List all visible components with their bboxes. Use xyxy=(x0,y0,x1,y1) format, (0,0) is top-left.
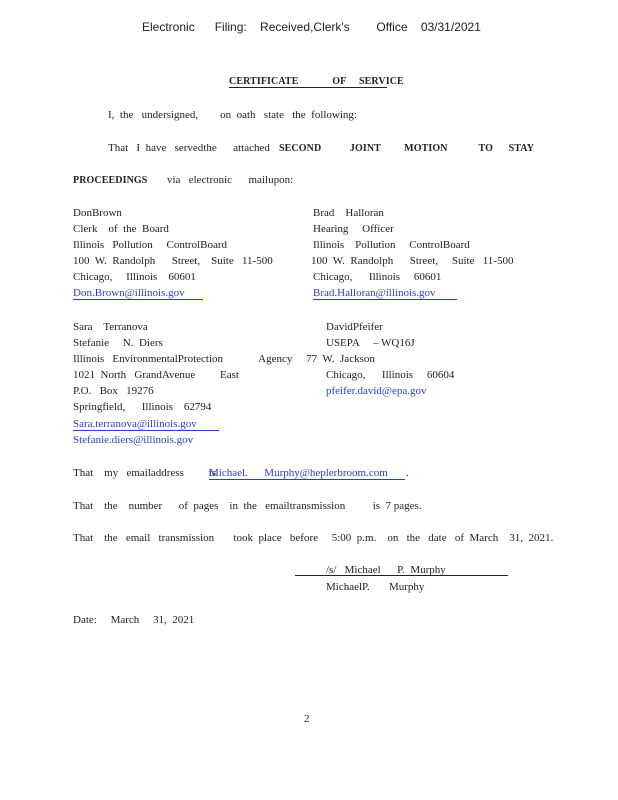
filing-stamp: Electronic Filing: Received,Clerk's Office 03/31/2021 xyxy=(142,20,481,34)
signer-name: MichaelP. Murphy xyxy=(326,581,425,593)
pages-statement: That the number of pages in the emailtransmission is 7 pages. xyxy=(73,500,422,512)
recipient-email-link[interactable]: Brad.Halloran@illinois.gov xyxy=(313,287,436,299)
email-statement-suffix: . xyxy=(406,467,409,479)
recipient-org: Illinois Pollution ControlBoard xyxy=(73,239,228,251)
email-statement-prefix: That my emailaddress is xyxy=(73,467,216,479)
email-underline xyxy=(73,430,219,431)
recipient-org: Illinois EnvironmentalProtection Agency 77 W. Jackson xyxy=(73,353,375,365)
certificate-title: CERTIFICATE OF SERVICE xyxy=(229,76,404,87)
motion-text-1: That I have servedthe attached xyxy=(108,142,270,154)
recipient-title: Clerk of the Board xyxy=(73,223,169,235)
recipient-city: Chicago, Illinois 60601 xyxy=(313,271,442,283)
email-underline xyxy=(209,479,405,480)
recipient-name: DonBrown xyxy=(73,207,122,219)
time-statement: That the email transmission took place before 5:00 p.m. on the date of March 31, 2021. xyxy=(73,532,554,544)
recipient-address: 1021 North GrandAvenue East xyxy=(73,369,239,381)
motion-title-1: SECOND JOINT MOTION TO STAY xyxy=(279,143,535,154)
motion-text-2: via electronic mailupon: xyxy=(167,174,294,186)
recipient-city: Chicago, Illinois 60601 xyxy=(73,271,196,283)
recipient-name: Brad Halloran xyxy=(313,207,384,219)
recipient-city: Chicago, Illinois 60604 xyxy=(326,369,455,381)
email-underline xyxy=(313,299,457,300)
recipient-org: USEPA – WQ16J xyxy=(326,337,415,349)
email-underline xyxy=(73,299,203,300)
title-underline xyxy=(229,87,387,88)
recipient-org: Illinois Pollution ControlBoard xyxy=(313,239,470,251)
recipient-address: 100 W. Randolph Street, Suite 11-500 xyxy=(311,255,514,267)
recipient-email-link[interactable]: Don.Brown@illinois.gov xyxy=(73,287,185,299)
recipient-address: 100 W. Randolph Street, Suite 11-500 xyxy=(73,255,273,267)
recipient-name: DavidPfeifer xyxy=(326,321,383,333)
sender-email-link[interactable]: Michael. Murphy@heplerbroom.com xyxy=(209,467,388,479)
intro-statement: I, the undersigned, on oath state the following: xyxy=(108,109,357,121)
date-line: Date: March 31, 2021 xyxy=(73,614,195,626)
recipient-title: Hearing Officer xyxy=(313,223,394,235)
motion-title-2: PROCEEDINGS xyxy=(73,175,148,186)
recipient-po-box: P.O. Box 19276 xyxy=(73,385,154,397)
recipient-email-link[interactable]: Sara.terranova@illinois.gov xyxy=(73,418,197,430)
page-number: 2 xyxy=(304,713,310,725)
recipient-email-link[interactable]: Stefanie.diers@illinois.gov xyxy=(73,434,194,446)
recipient-name: Sara Terranova xyxy=(73,321,148,333)
signature: /s/ Michael P. Murphy xyxy=(326,564,446,576)
recipient-city: Springfield, Illinois 62794 xyxy=(73,401,212,413)
recipient-email-link[interactable]: pfeifer.david@epa.gov xyxy=(326,385,427,397)
recipient-name-2: Stefanie N. Diers xyxy=(73,337,163,349)
